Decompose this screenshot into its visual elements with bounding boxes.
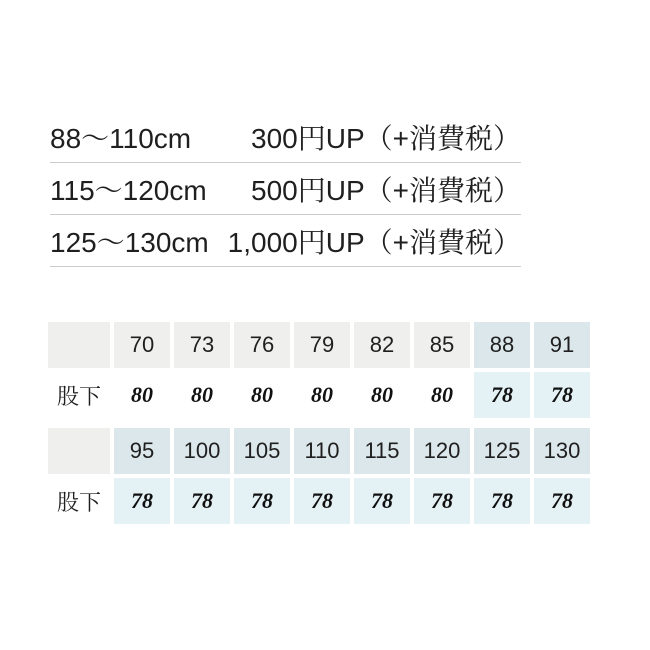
- inseam-value-cell: 78: [234, 478, 290, 524]
- size-header-cell: 73: [174, 322, 230, 368]
- size-header-row: [48, 428, 590, 474]
- size-header-cell: 76: [234, 322, 290, 368]
- size-header-cell: 70: [114, 322, 170, 368]
- inseam-value-cell: 78: [474, 372, 530, 418]
- inseam-value-cell: 80: [234, 372, 290, 418]
- inseam-value-cell: 78: [534, 372, 590, 418]
- inseam-value-cell: 78: [354, 478, 410, 524]
- surcharge-amount: 300円UP（+消費税）: [251, 122, 521, 154]
- corner-cell: [48, 428, 110, 474]
- size-header-cell: 125: [474, 428, 530, 474]
- inseam-value-cell: 78: [414, 478, 470, 524]
- size-header-cell: 130: [534, 428, 590, 474]
- inseam-value-row: [48, 478, 590, 524]
- inseam-row-label: 股下: [48, 478, 110, 524]
- size-range: 125〜130cm: [50, 226, 209, 258]
- size-header-cell: 95: [114, 428, 170, 474]
- size-header-cell: 115: [354, 428, 410, 474]
- size-header-cell: 88: [474, 322, 530, 368]
- size-header-cell: 110: [294, 428, 350, 474]
- size-header-cell: 120: [414, 428, 470, 474]
- surcharge-row: [50, 163, 521, 215]
- inseam-value-row: [48, 372, 590, 418]
- inseam-row-label: 股下: [48, 372, 110, 418]
- size-header-cell: 91: [534, 322, 590, 368]
- inseam-value-cell: 78: [114, 478, 170, 524]
- surcharge-table: [50, 111, 521, 267]
- corner-cell: [48, 322, 110, 368]
- inseam-value-cell: 78: [294, 478, 350, 524]
- surcharge-amount: 500円UP（+消費税）: [251, 174, 521, 206]
- surcharge-amount: 1,000円UP（+消費税）: [227, 226, 521, 258]
- inseam-value-cell: 78: [474, 478, 530, 524]
- size-header-row: [48, 322, 590, 368]
- size-header-cell: 85: [414, 322, 470, 368]
- size-header-cell: 100: [174, 428, 230, 474]
- inseam-value-cell: 78: [534, 478, 590, 524]
- size-header-cell: 82: [354, 322, 410, 368]
- surcharge-row: [50, 111, 521, 163]
- inseam-value-cell: 80: [294, 372, 350, 418]
- inseam-value-cell: 78: [174, 478, 230, 524]
- surcharge-row: [50, 215, 521, 267]
- size-range: 88〜110cm: [50, 122, 192, 154]
- inseam-table-upper: [44, 318, 594, 422]
- size-header-cell: 105: [234, 428, 290, 474]
- inseam-table-lower: [44, 424, 594, 528]
- inseam-value-cell: 80: [114, 372, 170, 418]
- inseam-value-cell: 80: [414, 372, 470, 418]
- size-range: 115〜120cm: [50, 174, 207, 206]
- inseam-value-cell: 80: [354, 372, 410, 418]
- inseam-value-cell: 80: [174, 372, 230, 418]
- size-header-cell: 79: [294, 322, 350, 368]
